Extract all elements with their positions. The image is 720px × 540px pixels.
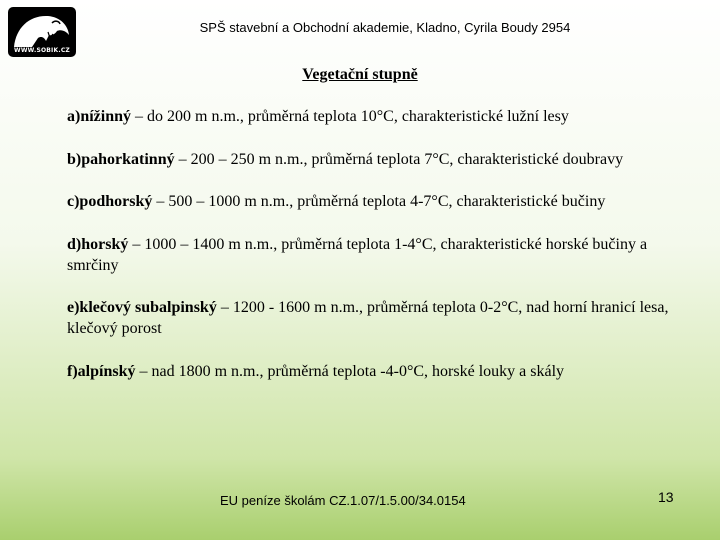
- zone-term: f)alpínský: [67, 363, 136, 380]
- zone-term: a)nížinný: [67, 108, 132, 125]
- zone-description: – nad 1800 m n.m., průměrná teplota -4-0°C, horské louky a skály: [135, 363, 565, 380]
- zone-item: [67, 191, 687, 212]
- school-logo: [8, 7, 76, 57]
- zone-item: [67, 149, 687, 170]
- zone-description: – 500 – 1000 m n.m., průměrná teplota 4-7°C, charakteristické bučiny: [152, 193, 606, 210]
- zone-description: – 1000 – 1400 m n.m., průměrná teplota 1-4°C, charakteristické horské bučiny a smrčiny: [67, 236, 648, 274]
- zone-term: d)horský: [67, 236, 129, 253]
- zone-term: b)pahorkatinný: [67, 151, 175, 168]
- zone-item: [67, 297, 687, 339]
- zone-item: [67, 106, 687, 127]
- zone-description: – 1200 - 1600 m n.m., průměrná teplota 0-2°C, nad horní hranicí lesa, klečový porost: [67, 299, 669, 337]
- zone-item: [67, 234, 687, 276]
- zone-term: c)podhorský: [67, 193, 153, 210]
- slide-title: Vegetační stupně: [302, 66, 418, 83]
- footer-text: EU peníze školám CZ.1.07/1.5.00/34.0154: [220, 493, 466, 508]
- school-header: SPŠ stavební a Obchodní akademie, Kladno, Cyrila Boudy 2954: [199, 20, 571, 35]
- zone-description: – 200 – 250 m n.m., průměrná teplota 7°C, charakteristické doubravy: [174, 151, 624, 168]
- logo-text: WWW.SOBIK.CZ: [14, 47, 70, 54]
- zone-item: [67, 361, 687, 382]
- zone-description: – do 200 m n.m., průměrná teplota 10°C, charakteristické lužní lesy: [131, 108, 569, 125]
- zone-term: e)klečový subalpinský: [67, 299, 217, 316]
- vegetation-zone-list: [67, 106, 687, 382]
- page-number: 13: [658, 489, 674, 505]
